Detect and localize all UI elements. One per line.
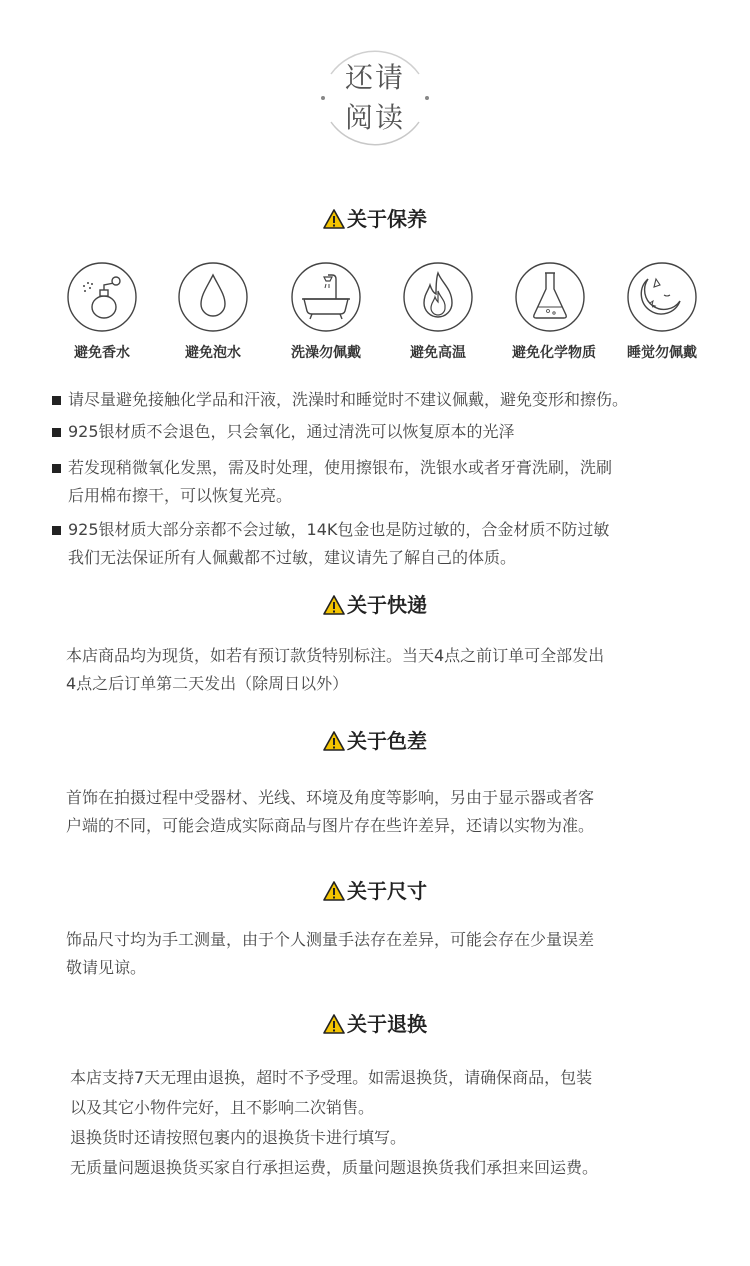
care-bullet	[52, 418, 722, 446]
text-line: 4点之后订单第二天发出（除周日以外）	[66, 674, 349, 693]
warning-icon	[323, 731, 345, 751]
warning-icon	[323, 1014, 345, 1034]
care-heading-text: 关于保养	[347, 207, 427, 231]
bullet-square	[52, 428, 61, 437]
size-text	[66, 926, 716, 982]
care-bullet-text: 若发现稍微氧化发黑，需及时处理，使用擦银布，洗银水或者牙膏洗刷，洗刷	[68, 458, 613, 477]
bathtub-icon	[290, 261, 362, 333]
size-heading	[0, 878, 750, 904]
bullet-square	[52, 396, 61, 405]
text-line: 本店支持7天无理由退换，超时不予受理。如需退换货，请确保商品，包装	[70, 1068, 593, 1087]
returns-heading-text: 关于退换	[347, 1012, 427, 1036]
shipping-heading-text: 关于快递	[347, 593, 427, 617]
icon-label-chemical: 避免化学物质	[512, 345, 596, 361]
text-line: 敬请见谅。	[66, 958, 147, 977]
text-line: 首饰在拍摄过程中受器材、光线、环境及角度等影响，另由于显示器或者客	[66, 788, 595, 807]
care-bullet-text: 925银材质不会退色，只会氧化，通过清洗可以恢复原本的光泽	[68, 422, 515, 441]
warning-icon	[323, 209, 345, 229]
moon-sleep-icon	[626, 261, 698, 333]
text-line: 以及其它小物件完好，且不影响二次销售。	[70, 1098, 375, 1117]
icon-label-water: 避免泡水	[185, 345, 241, 361]
icon-label-heat: 避免高温	[410, 345, 466, 361]
care-heading	[0, 206, 750, 232]
color-heading	[0, 728, 750, 754]
badge-title-line1: 还请	[344, 61, 405, 94]
returns-text	[70, 1063, 720, 1183]
care-bullet-text: 我们无法保证所有人佩戴都不过敏，建议请先了解自己的体质。	[68, 548, 517, 567]
care-bullet-text: 后用棉布擦干，可以恢复光亮。	[68, 486, 293, 505]
flask-icon	[514, 261, 586, 333]
bullet-square	[52, 526, 61, 535]
text-line: 户端的不同，可能会造成实际商品与图片存在些许差异，还请以实物为准。	[66, 816, 595, 835]
care-bullet	[52, 516, 722, 572]
color-heading-text: 关于色差	[347, 729, 427, 753]
water-drop-icon	[177, 261, 249, 333]
text-line: 饰品尺寸均为手工测量，由于个人测量手法存在差异，可能会存在少量误差	[66, 930, 595, 949]
warning-icon	[323, 595, 345, 615]
perfume-bottle-icon	[66, 261, 138, 333]
size-heading-text: 关于尺寸	[347, 879, 427, 903]
icon-label-sleep: 睡觉勿佩戴	[627, 345, 697, 361]
bullet-square	[52, 464, 61, 473]
flame-icon	[402, 261, 474, 333]
badge-title	[313, 58, 437, 138]
text-line: 本店商品均为现货，如若有预订款货特别标注。当天4点之前订单可全部发出	[66, 646, 605, 665]
header-badge	[313, 36, 437, 160]
color-text	[66, 784, 716, 840]
care-bullet	[52, 454, 722, 510]
care-bullet	[52, 386, 722, 414]
returns-heading	[0, 1011, 750, 1037]
care-bullet-text: 925银材质大部分亲都不会过敏，14K包金也是防过敏的，合金材质不防过敏	[68, 520, 610, 539]
text-line: 无质量问题退换货买家自行承担运费，质量问题退换货我们承担来回运费。	[70, 1158, 599, 1177]
care-bullet-text: 请尽量避免接触化学品和汗液，洗澡时和睡觉时不建议佩戴，避免变形和擦伤。	[68, 390, 629, 409]
icon-label-bath: 洗澡勿佩戴	[291, 345, 361, 361]
shipping-heading	[0, 592, 750, 618]
icon-label-perfume: 避免香水	[74, 345, 130, 361]
warning-icon	[323, 881, 345, 901]
text-line: 退换货时还请按照包裹内的退换货卡进行填写。	[70, 1128, 407, 1147]
badge-title-line2: 阅读	[344, 101, 405, 134]
shipping-text	[66, 642, 716, 698]
